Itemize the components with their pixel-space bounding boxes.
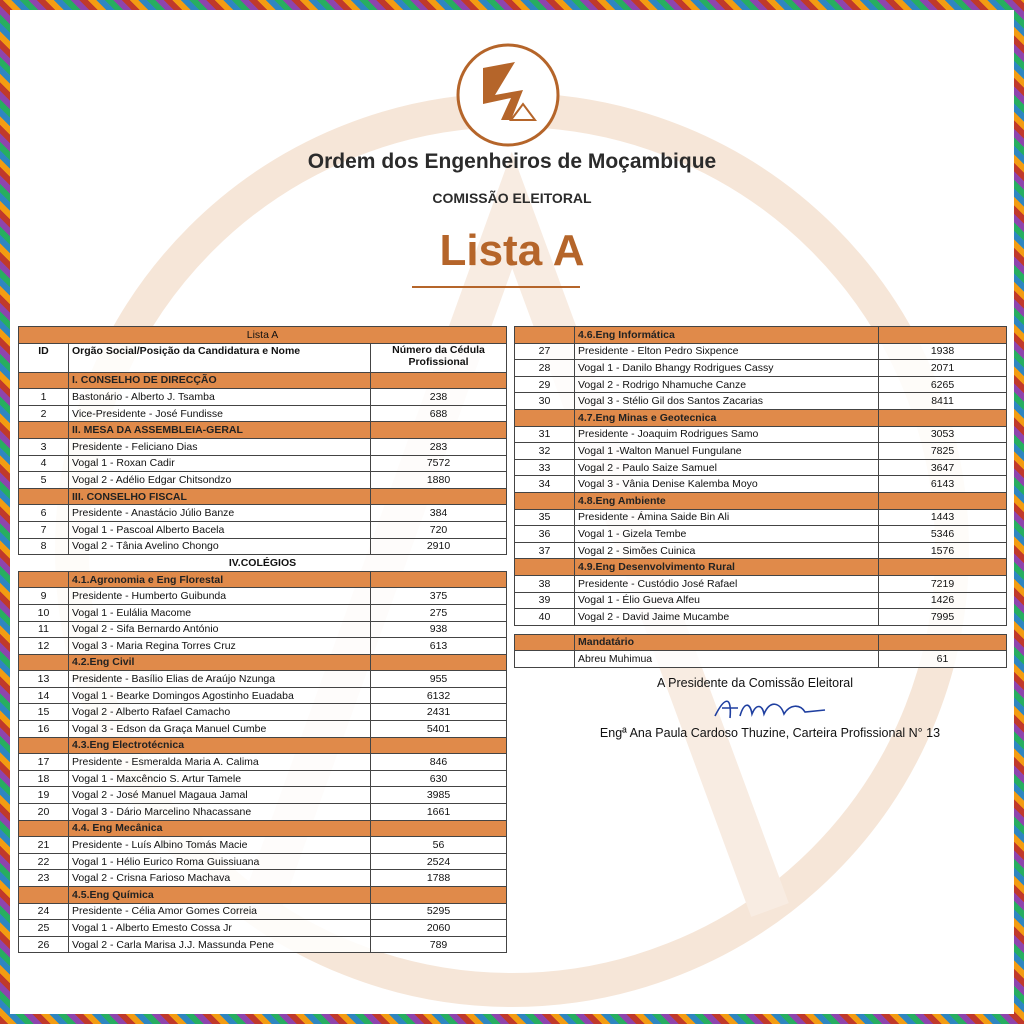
row-id: 20 [19,804,69,821]
section-label: II. MESA DA ASSEMBLEIA-GERAL [69,422,371,439]
candidate-name: Bastonário - Alberto J. Tsamba [69,389,371,406]
row-id: 30 [515,393,575,410]
section-number-cell [371,372,507,389]
section-number-cell [371,422,507,439]
row-id: 33 [515,459,575,476]
candidate-name: Vogal 2 - Paulo Saize Samuel [575,459,879,476]
candidate-name: Vogal 2 - Sifa Bernardo António [69,621,371,638]
candidate-name: Presidente - Luís Albino Tomás Macie [69,837,371,854]
table-row [19,621,507,638]
oem-logo-icon [453,40,563,150]
table-row [19,754,507,771]
table-row [515,343,1007,360]
candidate-name: Vogal 1 - Gizela Tembe [575,526,879,543]
row-id: 32 [515,443,575,460]
table-row [19,405,507,422]
section-id-cell [19,372,69,389]
table-row [19,920,507,937]
candidate-name: Vogal 3 - Dário Marcelino Nhacassane [69,804,371,821]
card-number: 3053 [879,426,1007,443]
row-id: 37 [515,542,575,559]
column-header-name: Orgão Social/Posição da Candidatura e Nome [69,343,371,372]
card-number: 2071 [879,360,1007,377]
table-row [515,609,1007,626]
table-row [19,687,507,704]
row-id: 3 [19,438,69,455]
section-header-row [19,737,507,754]
table-row [515,592,1007,609]
section-number-cell [371,737,507,754]
column-header-number-line1: Número da Cédula [392,343,485,356]
table-row [19,438,507,455]
candidate-name: Vogal 1 - Bearke Domingos Agostinho Euadaba [69,687,371,704]
section-header-row [19,571,507,588]
table-row [19,787,507,804]
section-number-cell [371,571,507,588]
card-number: 1443 [879,509,1007,526]
row-id: 7 [19,521,69,538]
commission-title: COMISSÃO ELEITORAL [432,190,592,206]
candidate-name: Presidente - Anastácio Júlio Banze [69,505,371,522]
section-header-row [19,372,507,389]
column-header-number [371,343,507,372]
card-number: 375 [371,588,507,605]
card-number: 7572 [371,455,507,472]
section-id-cell [19,488,69,505]
candidate-name: Presidente - Célia Amor Gomes Correia [69,903,371,920]
table-row [19,455,507,472]
candidates-table-left [18,326,507,953]
row-id: 24 [19,903,69,920]
section-id-cell [19,887,69,904]
table-row [19,853,507,870]
row-id: 6 [19,505,69,522]
candidate-name: Vogal 2 - Adélio Edgar Chitsondzo [69,472,371,489]
row-id: 26 [19,936,69,953]
table-row [19,870,507,887]
organization-title: Ordem dos Engenheiros de Moçambique [307,150,717,173]
section-label: 4.8.Eng Ambiente [575,492,879,509]
row-id: 25 [19,920,69,937]
table-row [19,903,507,920]
card-number: 384 [371,505,507,522]
candidate-name: Presidente - Elton Pedro Sixpence [575,343,879,360]
group-heading: IV.COLÉGIOS [19,555,507,572]
card-number: 2910 [371,538,507,555]
section-header-row [515,634,1007,651]
row-id: 8 [19,538,69,555]
table-row [515,376,1007,393]
candidate-name: Presidente - Ámina Saide Bin Ali [575,509,879,526]
card-number: 275 [371,604,507,621]
row-id: 14 [19,687,69,704]
card-number: 955 [371,671,507,688]
candidate-name: Presidente - Basílio Elias de Araújo Nzunga [69,671,371,688]
section-id-cell [515,492,575,509]
card-number: 1661 [371,804,507,821]
row-id: 2 [19,405,69,422]
candidate-name: Vogal 2 - Alberto Rafael Camacho [69,704,371,721]
table-header-row [19,343,507,372]
table-row [515,509,1007,526]
candidate-name: Abreu Muhimua [575,651,879,668]
section-label: III. CONSELHO FISCAL [69,488,371,505]
candidate-name: Vogal 1 - Alberto Emesto Cossa Jr [69,920,371,937]
row-id: 12 [19,638,69,655]
section-header-row [515,409,1007,426]
column-header-id: ID [19,343,69,372]
table-row [19,604,507,621]
row-id: 5 [19,472,69,489]
candidate-name: Vogal 2 - Tânia Avelino Chongo [69,538,371,555]
row-id: 35 [515,509,575,526]
section-id-cell [515,559,575,576]
card-number: 7219 [879,575,1007,592]
table-title-row [19,327,507,344]
section-label: 4.3.Eng Electrotécnica [69,737,371,754]
row-id: 15 [19,704,69,721]
section-number-cell [879,409,1007,426]
section-number-cell [879,634,1007,651]
card-number: 1938 [879,343,1007,360]
table-row [19,638,507,655]
table-row [515,542,1007,559]
section-number-cell [879,492,1007,509]
section-label: 4.5.Eng Química [69,887,371,904]
section-header-row [515,492,1007,509]
row-id: 10 [19,604,69,621]
table-row [515,526,1007,543]
candidate-name: Vogal 1 - Pascoal Alberto Bacela [69,521,371,538]
candidate-name: Vogal 2 - Carla Marisa J.J. Massunda Pene [69,936,371,953]
card-number: 7995 [879,609,1007,626]
row-id: 28 [515,360,575,377]
candidate-name: Vogal 3 - Maria Regina Torres Cruz [69,638,371,655]
table-row [515,443,1007,460]
card-number: 3985 [371,787,507,804]
row-id [515,651,575,668]
card-number: 5295 [371,903,507,920]
row-id: 27 [515,343,575,360]
row-id: 17 [19,754,69,771]
card-number: 1880 [371,472,507,489]
handwritten-signature [710,694,830,724]
card-number: 720 [371,521,507,538]
candidate-name: Vogal 1 - Hélio Eurico Roma Guissiuana [69,853,371,870]
row-id: 18 [19,770,69,787]
row-id: 23 [19,870,69,887]
card-number: 56 [371,837,507,854]
card-number: 5346 [879,526,1007,543]
table-row [19,472,507,489]
table-title: Lista A [19,327,507,344]
card-number: 283 [371,438,507,455]
candidate-name: Vogal 2 - David Jaime Mucambe [575,609,879,626]
section-id-cell [19,737,69,754]
row-id: 39 [515,592,575,609]
row-id: 34 [515,476,575,493]
table-row [515,393,1007,410]
card-number: 1576 [879,542,1007,559]
card-number: 1426 [879,592,1007,609]
card-number: 7825 [879,443,1007,460]
table-row [19,837,507,854]
table-row [19,804,507,821]
card-number: 2060 [371,920,507,937]
table-row [19,770,507,787]
gap-cell [515,625,1007,634]
section-label: 4.1.Agronomia e Eng Florestal [69,571,371,588]
candidate-name: Presidente - Esmeralda Maria A. Calima [69,754,371,771]
section-id-cell [19,422,69,439]
row-id: 9 [19,588,69,605]
candidate-name: Presidente - Joaquim Rodrigues Samo [575,426,879,443]
section-label: 4.7.Eng Minas e Geotecnica [575,409,879,426]
row-id: 29 [515,376,575,393]
candidate-name: Vogal 3 - Vânia Denise Kalemba Moyo [575,476,879,493]
table-row [515,426,1007,443]
card-number: 8411 [879,393,1007,410]
row-id: 22 [19,853,69,870]
group-heading-row [19,555,507,572]
candidate-name: Vogal 2 - Simões Cuinica [575,542,879,559]
candidate-name: Presidente - Custódio José Rafael [575,575,879,592]
card-number: 6265 [879,376,1007,393]
section-id-cell [19,654,69,671]
candidate-name: Vogal 1 - Roxan Cadir [69,455,371,472]
table-gap-row [515,625,1007,634]
card-number: 2524 [371,853,507,870]
section-number-cell [371,488,507,505]
signature-label: A Presidente da Comissão Eleitoral [657,676,853,690]
table-row [19,671,507,688]
table-row [515,575,1007,592]
card-number: 630 [371,770,507,787]
section-label: I. CONSELHO DE DIRECÇÃO [69,372,371,389]
candidate-name: Presidente - Humberto Guibunda [69,588,371,605]
card-number: 6132 [371,687,507,704]
card-number: 938 [371,621,507,638]
section-id-cell [515,327,575,344]
section-number-cell [371,654,507,671]
table-row [19,521,507,538]
row-id: 38 [515,575,575,592]
card-number: 3647 [879,459,1007,476]
row-id: 16 [19,721,69,738]
section-header-row [19,422,507,439]
section-label: 4.9.Eng Desenvolvimento Rural [575,559,879,576]
section-label: 4.6.Eng Informática [575,327,879,344]
list-title: Lista A [439,226,585,275]
table-row [515,360,1007,377]
candidate-name: Vogal 1 -Walton Manuel Fungulane [575,443,879,460]
card-number: 2431 [371,704,507,721]
row-id: 31 [515,426,575,443]
signature-block [570,676,970,740]
candidate-name: Vogal 1 - Maxcêncio S. Artur Tamele [69,770,371,787]
table-row [515,476,1007,493]
card-number: 6143 [879,476,1007,493]
column-header-number-line2: Profissional [408,355,469,368]
card-number: 1788 [371,870,507,887]
candidates-table-right [514,326,1007,668]
table-row [19,389,507,406]
section-label: 4.2.Eng Civil [69,654,371,671]
candidate-name: Vogal 3 - Stélio Gil dos Santos Zacarias [575,393,879,410]
signatory-name: Engª Ana Paula Cardoso Thuzine, Carteira Profissional N° 13 [599,726,941,740]
row-id: 40 [515,609,575,626]
table-row [19,704,507,721]
section-header-row [515,559,1007,576]
candidate-name: Vogal 1 - Eulália Macome [69,604,371,621]
section-number-cell [371,887,507,904]
candidate-name: Vogal 1 - Élio Gueva Alfeu [575,592,879,609]
section-id-cell [515,409,575,426]
section-label: 4.4. Eng Mecânica [69,820,371,837]
row-id: 4 [19,455,69,472]
candidate-name: Vice-Presidente - José Fundisse [69,405,371,422]
row-id: 13 [19,671,69,688]
table-row [19,721,507,738]
table-row [19,538,507,555]
section-header-row [19,820,507,837]
candidate-name: Vogal 3 - Edson da Graça Manuel Cumbe [69,721,371,738]
card-number: 61 [879,651,1007,668]
candidate-name: Vogal 1 - Danilo Bhangy Rodrigues Cassy [575,360,879,377]
section-header-row [19,654,507,671]
title-underline [412,286,580,288]
candidate-name: Presidente - Feliciano Dias [69,438,371,455]
card-number: 846 [371,754,507,771]
row-id: 11 [19,621,69,638]
table-row [19,588,507,605]
row-id: 21 [19,837,69,854]
section-id-cell [19,571,69,588]
section-number-cell [879,559,1007,576]
section-number-cell [879,327,1007,344]
row-id: 19 [19,787,69,804]
candidate-name: Vogal 2 - Rodrigo Nhamuche Canze [575,376,879,393]
section-header-row [19,887,507,904]
table-row [515,651,1007,668]
candidate-name: Vogal 2 - Crisna Farioso Machava [69,870,371,887]
table-row [515,459,1007,476]
card-number: 5401 [371,721,507,738]
row-id: 1 [19,389,69,406]
card-number: 613 [371,638,507,655]
table-row [19,936,507,953]
row-id: 36 [515,526,575,543]
card-number: 789 [371,936,507,953]
section-label: Mandatário [575,634,879,651]
section-header-row [515,327,1007,344]
card-number: 688 [371,405,507,422]
section-number-cell [371,820,507,837]
section-id-cell [515,634,575,651]
section-header-row [19,488,507,505]
card-number: 238 [371,389,507,406]
section-id-cell [19,820,69,837]
document-page [10,10,1014,1014]
candidate-name: Vogal 2 - José Manuel Magaua Jamal [69,787,371,804]
table-row [19,505,507,522]
